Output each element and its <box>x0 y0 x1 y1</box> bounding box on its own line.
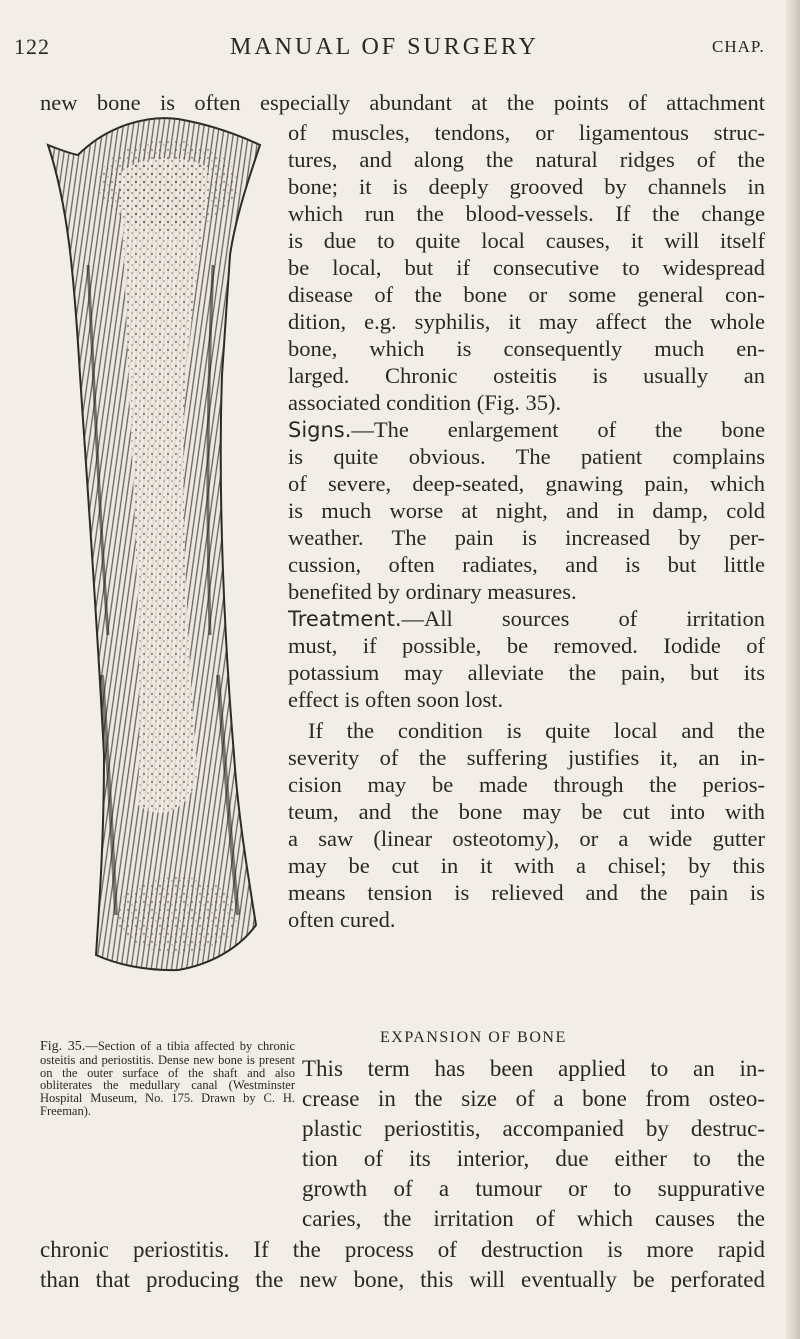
chapter-label: CHAP. <box>712 37 765 56</box>
body-line: associated condition (Fig. 35). <box>288 390 562 415</box>
body-line: caries, the irritation of which causes the <box>302 1206 765 1231</box>
body-line: must, if possible, be removed. Iodide of <box>288 633 765 658</box>
signs-text: —The enlargement of the bone <box>351 417 765 442</box>
body-line: larged. Chronic osteitis is usually an <box>288 363 765 388</box>
body-line: of muscles, tendons, or ligamentous struc- <box>288 120 765 145</box>
signs-heading: Signs. <box>288 418 352 442</box>
body-line: weather. The pain is increased by per- <box>288 525 765 550</box>
section-heading: EXPANSION OF BONE <box>380 1029 567 1046</box>
body-line: growth of a tumour or to suppurative <box>302 1176 765 1201</box>
body-line: bone; it is deeply grooved by channels in <box>288 174 765 199</box>
body-line: tures, and along the natural ridges of the <box>288 147 765 172</box>
body-line: which run the blood-vessels. If the change <box>288 201 765 226</box>
body-line: benefited by ordinary measures. <box>288 579 577 604</box>
figure-caption <box>40 1040 295 1118</box>
body-line: may be cut in it with a chisel; by this <box>288 853 765 878</box>
figure-label: Fig. 35. <box>40 1039 86 1054</box>
body-line: be local, but if consecutive to widespread <box>288 255 765 280</box>
body-line: a saw (linear osteotomy), or a wide gutter <box>288 826 765 851</box>
body-line: disease of the bone or some general con- <box>288 282 765 307</box>
body-line: tion of its interior, due either to the <box>302 1146 765 1171</box>
body-line: of severe, deep-seated, gnawing pain, which <box>288 471 765 496</box>
signs-first-line <box>288 419 765 442</box>
body-line: than that producing the new bone, this will eventually be perforated <box>40 1267 765 1292</box>
running-title: MANUAL OF SURGERY <box>230 34 539 60</box>
body-line: plastic periostitis, accompanied by destruc- <box>302 1116 765 1141</box>
treatment-text: —All sources of irritation <box>401 606 765 631</box>
body-line: often cured. <box>288 907 396 932</box>
body-line: dition, e.g. syphilis, it may affect the whole <box>288 309 765 334</box>
body-line: If the condition is quite local and the <box>308 718 765 743</box>
body-line: severity of the suffering justifies it, an in- <box>288 745 765 770</box>
body-line: bone, which is consequently much en- <box>288 336 765 361</box>
body-line: This term has been applied to an in- <box>302 1056 765 1081</box>
body-line: teum, and the bone may be cut into with <box>288 799 765 824</box>
body-line: cision may be made through the perios- <box>288 772 765 797</box>
body-line: potassium may alleviate the pain, but its <box>288 660 765 685</box>
body-line: effect is often soon lost. <box>288 687 504 712</box>
body-line: is much worse at night, and in damp, cold <box>288 498 765 523</box>
body-line: crease in the size of a bone from osteo- <box>302 1086 765 1111</box>
page-number: 122 <box>14 34 50 59</box>
tibia-section-illustration <box>38 115 270 977</box>
body-line: is quite obvious. The patient complains <box>288 444 765 469</box>
page-edge <box>786 0 800 1339</box>
treatment-first-line <box>288 608 765 631</box>
running-header <box>0 34 800 64</box>
body-line: is due to quite local causes, it will itself <box>288 228 765 253</box>
body-line: chronic periostitis. If the process of destruction is more rapid <box>40 1237 765 1262</box>
figure-caption-text: —Section of a tibia affected by chronic osteitis and periostitis. Dense new bone is present on the outer surface of the shaft and also obliterates the medullary canal (Westminster Hospital Museum, No. 175. Drawn by C. H. Freeman). <box>40 1039 295 1118</box>
body-line: means tension is relieved and the pain is <box>288 880 765 905</box>
treatment-heading: Treatment. <box>288 607 402 631</box>
body-line: cussion, often radiates, and is but little <box>288 552 765 577</box>
body-line: new bone is often especially abundant at the points of attachment <box>40 90 765 115</box>
